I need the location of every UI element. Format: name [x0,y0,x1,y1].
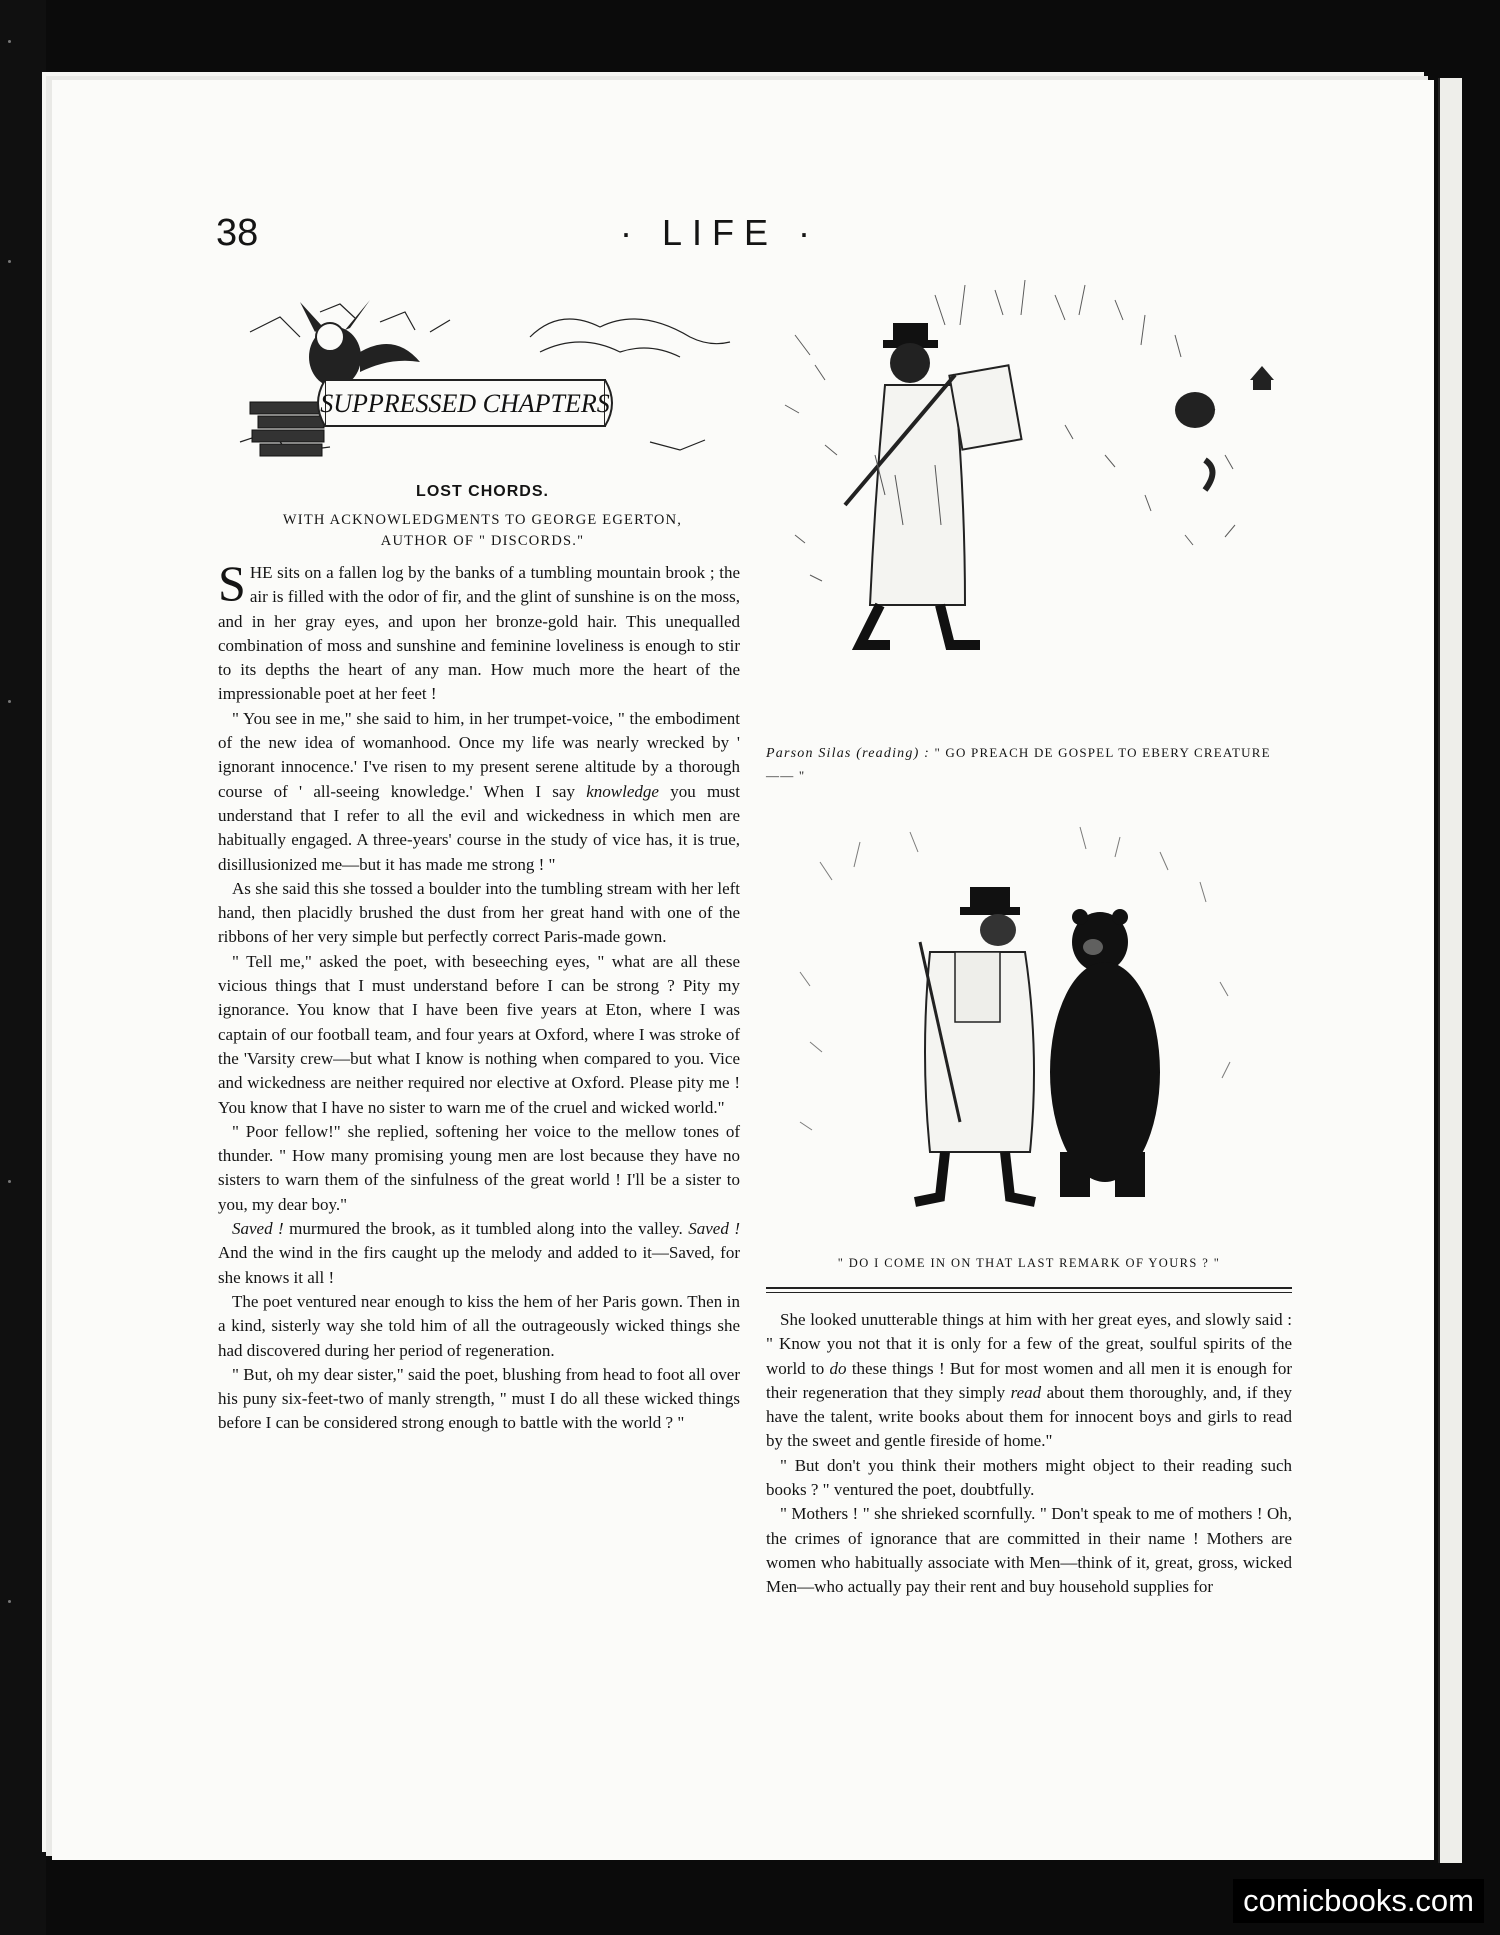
paragraph-1 [218,555,740,707]
article-acknowledgment [220,510,745,552]
emphasis-read: read [1010,1382,1042,1402]
column-divider-rule [766,1287,1292,1293]
paragraph-8: " But, oh my dear sister," said the poet, blushing from head to foot all over his puny six-feet-two of manly strength, " must I do all these wicked things before I can be considered strong enough to battle with the world ? " [218,1364,740,1433]
article-title: LOST CHORDS. [416,483,549,500]
paragraph-7: The poet ventured near enough to kiss the hem of her Paris gown. Then in a kind, sisterly way she told him of all the outrageously wicked things she had discovered during her period of regeneration. [218,1291,740,1360]
scan-border-left [0,0,46,1935]
cartoon-2-caption: " DO I COME IN ON THAT LAST REMARK OF YOURS ? " [837,1256,1221,1270]
facing-page-edge [1438,78,1462,1863]
paragraph-3: As she said this she tossed a boulder into the tumbling stream with her left hand, then placidly brushed the dust from her great hand with one of the ribbons of her very simple but perfectly correct Paris-made gown. [218,878,740,947]
site-watermark: comicbooks.com [1233,1879,1484,1923]
paragraph-2-text-b: you must understand that I refer to all the evil and wickedness in which men are habitually engaged. A three-years' course in the study of vice has, it is true, disillusionized me—but it has made me strong ! " [218,781,741,874]
caption-1-text: " GO PREACH DE GOSPEL TO EBERY CREATURE—— " [766,745,1271,783]
paragraph-6 [218,1217,740,1290]
emphasis-saved-2: Saved ! [688,1219,740,1239]
paragraph-2 [218,707,740,877]
paragraph-1-text: HE sits on a fallen log by the banks of a tumbling mountain brook ; the air is filled with the odor of fir, and the glint of sunshine is on the moss, and in her gray eyes, and upon her bronze-gold hair. This unequalled combination of moss and sunshine and feminine loveliness is enough to stir to its depths the heart of any man. How much more the heart of the impressionable poet at her feet ! [218,563,740,704]
article-left-column [218,555,741,1436]
emphasis-knowledge: knowledge [586,781,659,801]
right-paragraph-2: " But don't you think their mothers might object to their reading such books ? " ventured the poet, doubtfully. [766,1455,1292,1500]
caption-1-speaker: Parson Silas (reading) : [766,746,930,761]
ack-line-1: WITH ACKNOWLEDGMENTS TO GEORGE EGERTON, [282,512,683,528]
cartoon-1-caption [766,742,1292,787]
banner-lettering: SUPPRESSED CHAPTERS [320,389,610,418]
emphasis-do: do [829,1358,847,1378]
paragraph-4: " Tell me," asked the poet, with beseeching eyes, " what are all these vicious things that I must understand before I can be strong ? Pity my ignorance. You know that I have been five years at Eton, where I was captain of our football team, and four years at Oxford, where I was stroke of the 'Varsity crew—but what I know is nothing when compared to you. Vice and wickedness are neither required nor elective at Oxford. Please pity me ! You know that I have no sister to warn me of the cruel and wicked world." [218,951,740,1117]
paragraph-6-text-b: And the wind in the firs caught up the melody and added to it—Saved, for she knows it all ! [218,1243,740,1287]
right-paragraph-1-text-a: She looked unutterable things at him with her great eyes, and slowly said : " Know you not that it is only for a few of the great, soulful spirits of the world to [766,1310,1292,1378]
suppressed-chapters-banner [230,292,740,468]
paragraph-5: " Poor fellow!" she replied, softening her voice to the mellow tones of thunder. " How many promising young men are lost because they have no sisters to warn them of the sinfulness of the great world ! I'll be a sister to you, my dear boy." [218,1121,740,1214]
drop-cap: S [218,555,246,611]
ack-line-2: AUTHOR OF " DISCORDS." [380,533,585,549]
right-paragraph-3: " Mothers ! " she shrieked scornfully. " Don't speak to me of mothers ! Oh, the crimes of ignorance that are committed in their name ! Mothers are women who habitually associate with Men—think of it, great, gross, wicked Men—who actually pay their rent and buy household supplies for [766,1504,1292,1597]
cartoon-parson-and-bear [780,822,1255,1242]
right-paragraph-1-text-b: these things ! But for most women and all men it is enough for their regeneration that they simply [766,1358,1292,1402]
right-paragraph-1 [766,1308,1292,1454]
paragraph-6-text-a: murmured the brook, as it tumbled along into the valley. [283,1219,689,1239]
masthead-title: · LIFE · [620,212,821,253]
cartoon-parson-reading [765,275,1295,720]
right-paragraph-1-text-c: about them thoroughly, and, if they have the talent, write books about them for innocent boys and girls to read by the sweet and gentle fireside of home." [766,1382,1292,1451]
page-number: 38 [216,212,259,254]
paragraph-2-text-a: " You see in me," she said to him, in her trumpet-voice, " the embodiment of the new idea of womanhood. Once my life was nearly wrecked by ' ignorant innocence.' I've risen to my present serene altitude by a thorough course of ' all-seeing knowledge.' When I say [218,708,740,801]
emphasis-saved-1: Saved ! [232,1219,284,1239]
article-right-column [766,1308,1292,1600]
